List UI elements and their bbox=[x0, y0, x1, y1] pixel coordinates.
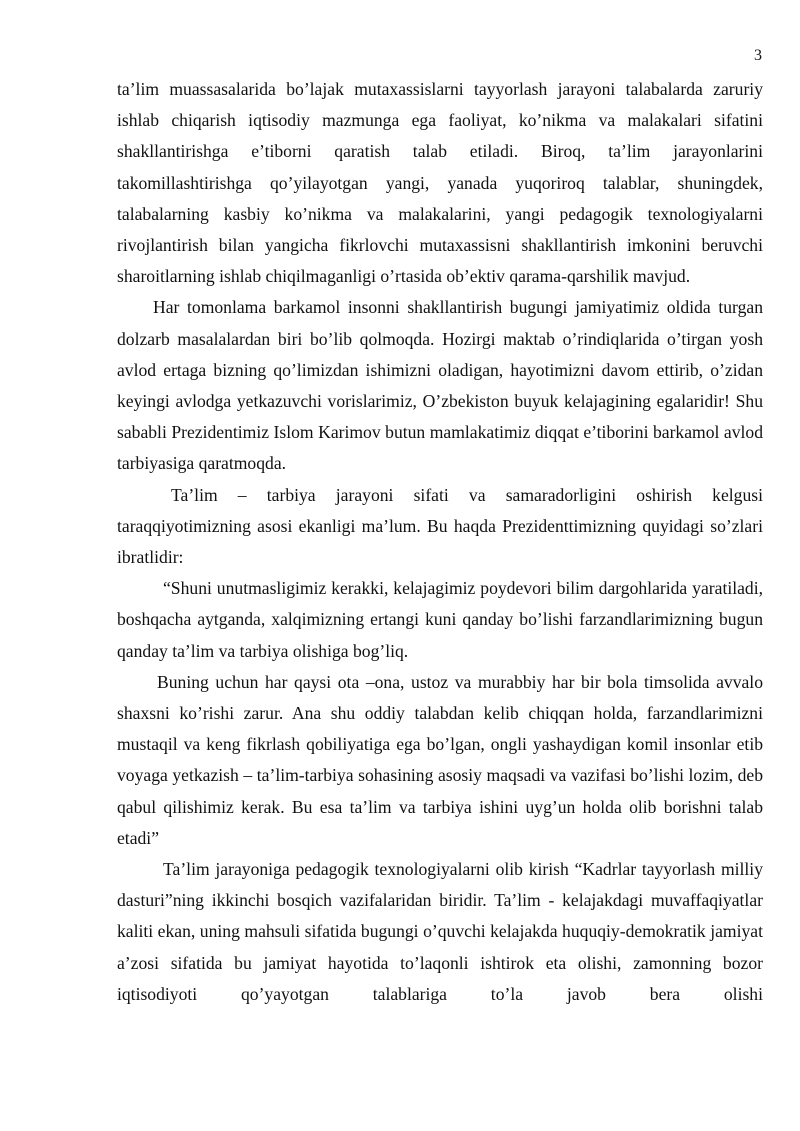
page-number: 3 bbox=[754, 47, 762, 64]
paragraph-5-quote: Buning uchun har qaysi ota –ona, ustoz va murabbiy har bir bola timsolida avvalo shaxsni ko’rishi zarur. Ana shu oddiy talabdan kelib chiqqan holda, farzandlarimizni mustaqil va keng fikrlash qobiliyatiga ega bo’lgan, ongli yashaydigan komil insonlar etib voyaga yetkazish – ta’lim-tarbiya sohasining asosiy maqsadi va vazifasi bo’lishi lozim, deb qabul qilishimiz kerak. Bu esa ta’lim va tarbiya ishini uyg’un holda olib borishni talab etadi” bbox=[117, 671, 763, 848]
paragraph-2: Har tomonlama barkamol insonni shakllantirish bugungi jamiyatimiz oldida turgan dolzarb masalalardan biri bo’lib qolmoqda. Hozirgi maktab o’rindiqlarida o’tirgan yosh avlod ertaga bizning qo’limizdan ishimizni oladigan, hayotimizni davom ettirib, o’zidan keyingi avlodga yetkazuvchi vorislarimiz, O’zbekiston buyuk kelajagining egalaridir! Shu sababli Prezidentimiz Islom Karimov butun mamlakatimiz diqqat e’tiborini barkamol avlod tarbiyasiga qaratmoqda. bbox=[117, 297, 763, 474]
paragraph-3: Ta’lim – tarbiya jarayoni sifati va samaradorligini oshirish kelgusi taraqqiyotimizning asosi ekanligi ma’lum. Bu haqda Prezidenttimizning quyidagi so’zlari ibratlidir: bbox=[117, 484, 763, 568]
paragraph-1: ta’lim muassasalarida bo’lajak mutaxassislarni tayyorlash jarayoni talabalarda zaruriy ishlab chiqarish iqtisodiy mazmunga ega faoliyat, ko’nikma va malakalari sifatini shakllantirishga e’tiborni qaratish talab etiladi. Biroq, ta’lim jarayonlarini takomillashtirishga qo’yilayotgan yangi, yanada yuqoriroq talablar, shuningdek, talabalarning kasbiy ko’nikma va malakalarini, yangi pedagogik texnologiyalarni rivojlantirish bilan yangicha fikrlovchi mutaxassisni shakllantirish imkonini beruvchi sharoitlarning ishlab chiqilmaganligi o’rtasida ob’ektiv qarama-qarshilik mavjud. bbox=[117, 79, 763, 287]
paragraph-6: Ta’lim jarayoniga pedagogik texnologiyalarni olib kirish “Kadrlar tayyorlash milliy dasturi”ning ikkinchi bosqich vazifalaridan biridir. Ta’lim - kelajakdagi muvaffaqiyatlar kaliti ekan, uning mahsuli sifatida bugungi o’quvchi kelajakda huquqiy-demokratik jamiyat a’zosi sifatida bu jamiyat hayotida to’laqonli ishtirok eta olishi, zamonning bozor iqtisodiyoti qo’yayotgan talablariga to’la javob bera olishi bbox=[117, 859, 763, 1004]
document-body bbox=[117, 74, 763, 1010]
paragraph-4-quote: “Shuni unutmasligimiz kerakki, kelajagimiz poydevori bilim dargohlarida yaratiladi, boshqacha aytganda, xalqimizning ertangi kuni qanday bo’lishi farzandlarimizning bugun qanday ta’lim va tarbiya olishiga bog’liq. bbox=[117, 578, 763, 661]
